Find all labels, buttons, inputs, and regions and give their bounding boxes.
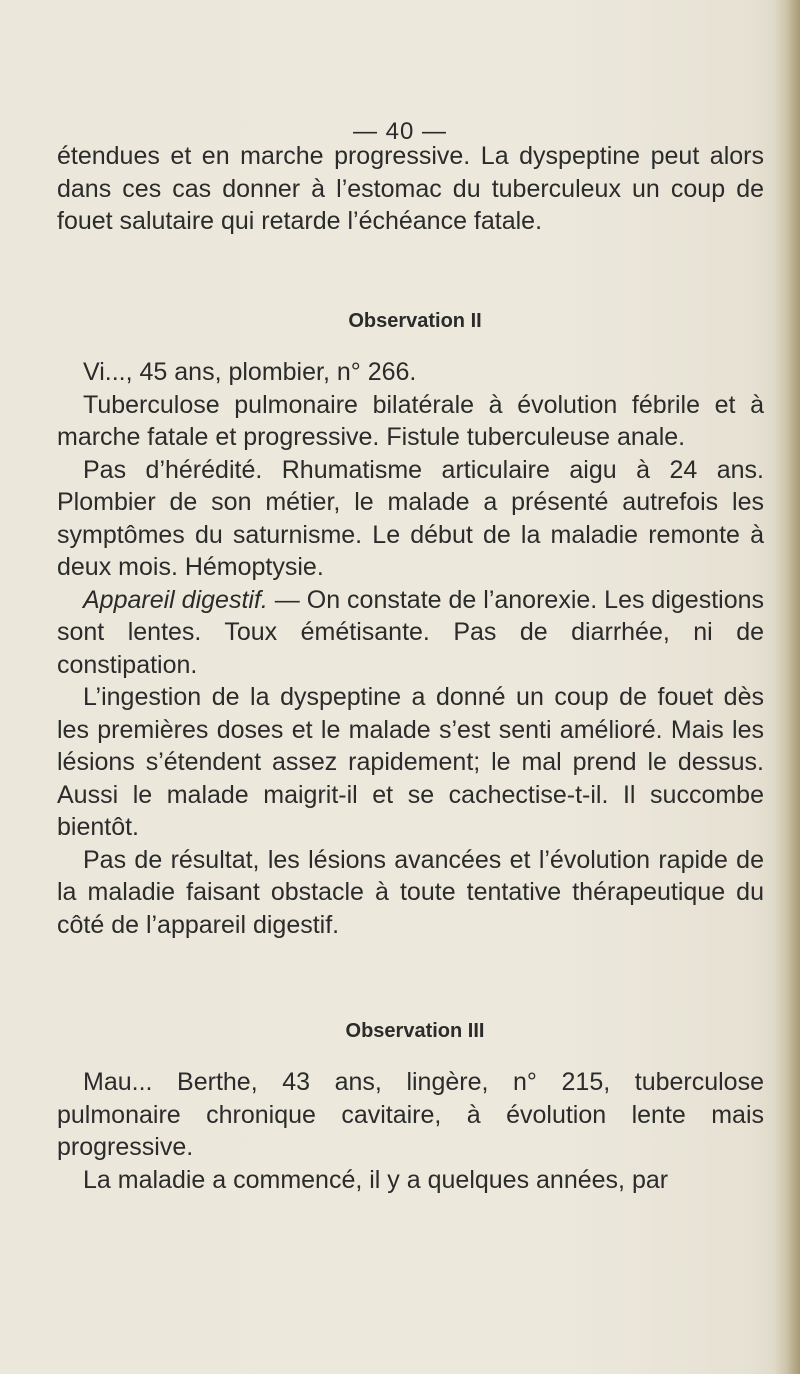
page-number: — 40 — xyxy=(352,118,448,145)
observation-3-heading: Observation III xyxy=(345,1020,485,1042)
observation-2-treatment: L’ingestion de la dyspeptine a donné un coup de fouet dès les premières doses et le malade s’est senti amélioré. Mais les lésions s’étendent assez rapidement; le mal prend le dessus. Aussi le malade maigrit-il et se cachectise-t-il. Il succombe bientôt. xyxy=(57,683,764,841)
observation-2-history: Pas d’hérédité. Rhumatisme articulaire aigu à 24 ans. Plombier de son métier, le malade a présenté autrefois les symptômes du saturnisme. Le début de la maladie remonte à deux mois. Hémoptysie. xyxy=(57,455,764,581)
intro-text xyxy=(57,140,764,238)
observation-2-patient-line: Vi..., 45 ans, plombier, n° 266. xyxy=(83,358,417,386)
observation-3-body xyxy=(57,1066,764,1196)
observation-3-patient-line: Mau... Berthe, 43 ans, lingère, n° 215, tuberculose pulmonaire chronique cavitaire, à évolution lente mais progressive. xyxy=(57,1068,764,1161)
observation-2-heading: Observation II xyxy=(348,310,482,332)
observation-2-diagnosis: Tuberculose pulmonaire bilatérale à évolution fébrile et à marche fatale et progressive. Fistule tuberculeuse anale. xyxy=(57,390,764,451)
page-edge-shadow xyxy=(774,0,800,1374)
observation-2-body xyxy=(57,356,764,941)
digestive-text: — On constate de l’anorexie. Les digestions sont lentes. Toux émétisante. Pas de diarrhée, ni de constipation. xyxy=(57,585,765,679)
observation-2-digestive xyxy=(57,584,764,682)
digestive-label: Appareil digestif. xyxy=(83,585,268,614)
observation-2-result: Pas de résultat, les lésions avancées et l’évolution rapide de la maladie faisant obstacle à toute tentative thérapeutique du côté de l’appareil digestif. xyxy=(57,845,764,939)
observation-3-onset: La maladie a commencé, il y a quelques années, par xyxy=(83,1165,669,1194)
intro-paragraph: étendues et en marche progressive. La dyspeptine peut alors dans ces cas donner à l’estomac du tuberculeux un coup de fouet salutaire qui retarde l’échéance fatale. xyxy=(57,142,764,235)
